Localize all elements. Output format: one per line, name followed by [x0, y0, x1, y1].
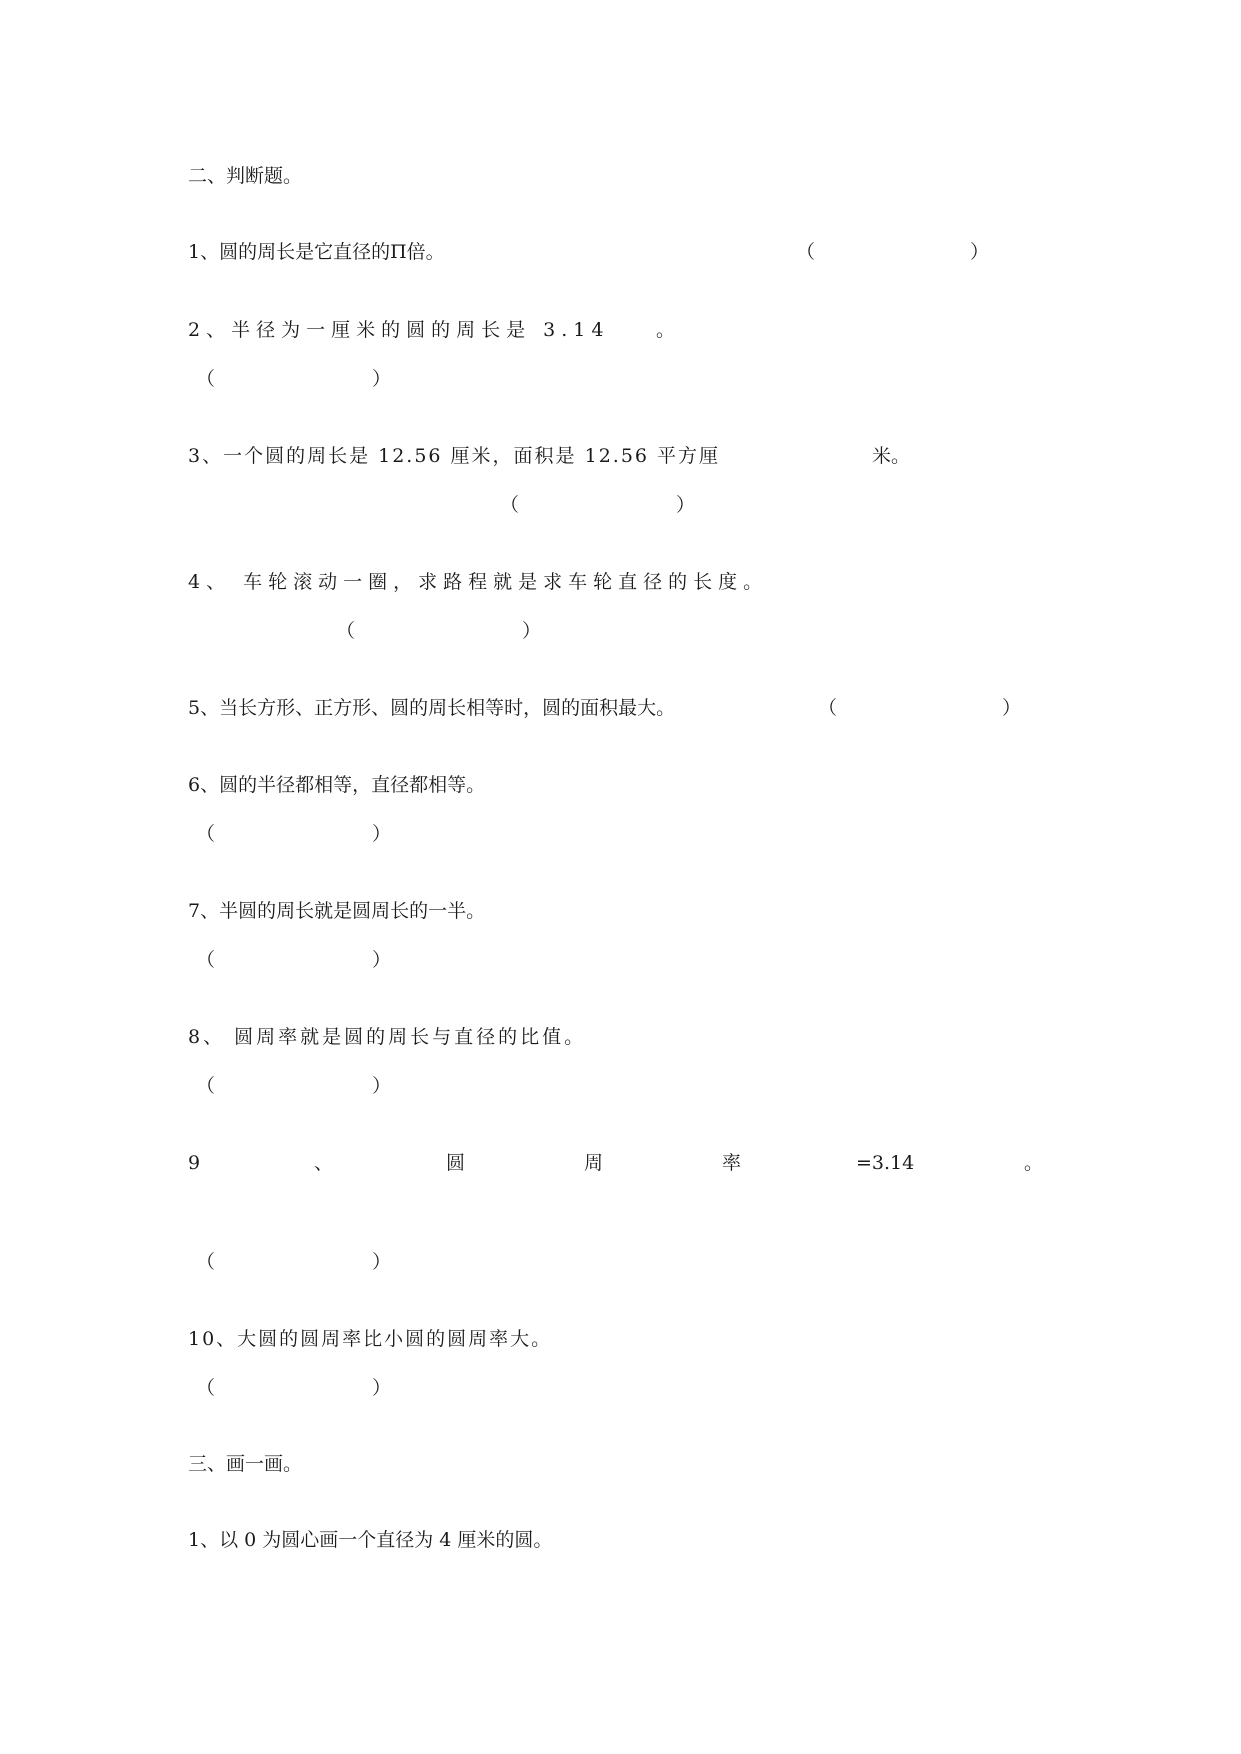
- question-4-answer-close: ）: [522, 620, 542, 642]
- question-1-answer-open: （: [796, 241, 816, 263]
- question-1-text: 1、圆的周长是它直径的Π倍。: [188, 241, 445, 263]
- section-two-title: 二、判断题。: [188, 165, 303, 187]
- question-2-answer-open: （: [196, 368, 216, 390]
- question-8-text: 8、 圆周率就是圆的周长与直径的比值。: [188, 1026, 587, 1048]
- question-10-answer-open: （: [196, 1377, 216, 1399]
- question-8-answer-open: （: [196, 1075, 216, 1097]
- question-5-answer-close: ）: [1002, 697, 1022, 719]
- question-9-end: 。: [1024, 1152, 1044, 1174]
- question-8-answer-close: ）: [372, 1075, 392, 1097]
- question-9-value: =3.14: [856, 1152, 915, 1174]
- question-7-answer-open: （: [196, 949, 216, 971]
- question-9-answer-open: （: [196, 1251, 216, 1273]
- question-5-text: 5、当长方形、正方形、圆的周长相等时，圆的面积最大。: [188, 697, 676, 719]
- question-7-answer-close: ）: [372, 949, 392, 971]
- question-7-text: 7、半圆的周长就是圆周长的一半。: [188, 900, 486, 922]
- question-9-char-3: 率: [722, 1152, 742, 1174]
- question-3-text: 3、一个圆的周长是 12.56 厘米，面积是 12.56 平方厘: [188, 445, 721, 467]
- question-3-answer-open: （: [500, 494, 520, 516]
- question-1-answer-close: ）: [970, 241, 990, 263]
- question-4-text: 4、 车轮滚动一圈，求路程就是求车轮直径的长度。: [188, 571, 769, 593]
- question-9-char-1: 圆: [446, 1152, 466, 1174]
- draw-question-1-text: 1、以 0 为圆心画一个直径为 4 厘米的圆。: [188, 1529, 553, 1551]
- question-6-text: 6、圆的半径都相等，直径都相等。: [188, 774, 486, 796]
- question-9-number: 9: [188, 1152, 201, 1174]
- question-2-end: 。: [656, 319, 676, 341]
- question-9-separator: 、: [314, 1152, 334, 1174]
- question-6-answer-open: （: [196, 823, 216, 845]
- question-10-text: 10、大圆的圆周率比小圆的圆周率大。: [188, 1328, 553, 1350]
- section-three-title: 三、画一画。: [188, 1453, 303, 1475]
- question-3-answer-close: ）: [676, 494, 696, 516]
- question-4-answer-open: （: [336, 620, 356, 642]
- question-2-answer-close: ）: [372, 368, 392, 390]
- question-10-answer-close: ）: [372, 1377, 392, 1399]
- question-2-text: 2、半径为一厘米的圆的周长是 3.14: [188, 319, 610, 341]
- question-6-answer-close: ）: [372, 823, 392, 845]
- question-9-char-2: 周: [584, 1152, 604, 1174]
- question-5-answer-open: （: [818, 697, 838, 719]
- question-9-answer-close: ）: [372, 1251, 392, 1273]
- question-3-end: 米。: [872, 445, 911, 467]
